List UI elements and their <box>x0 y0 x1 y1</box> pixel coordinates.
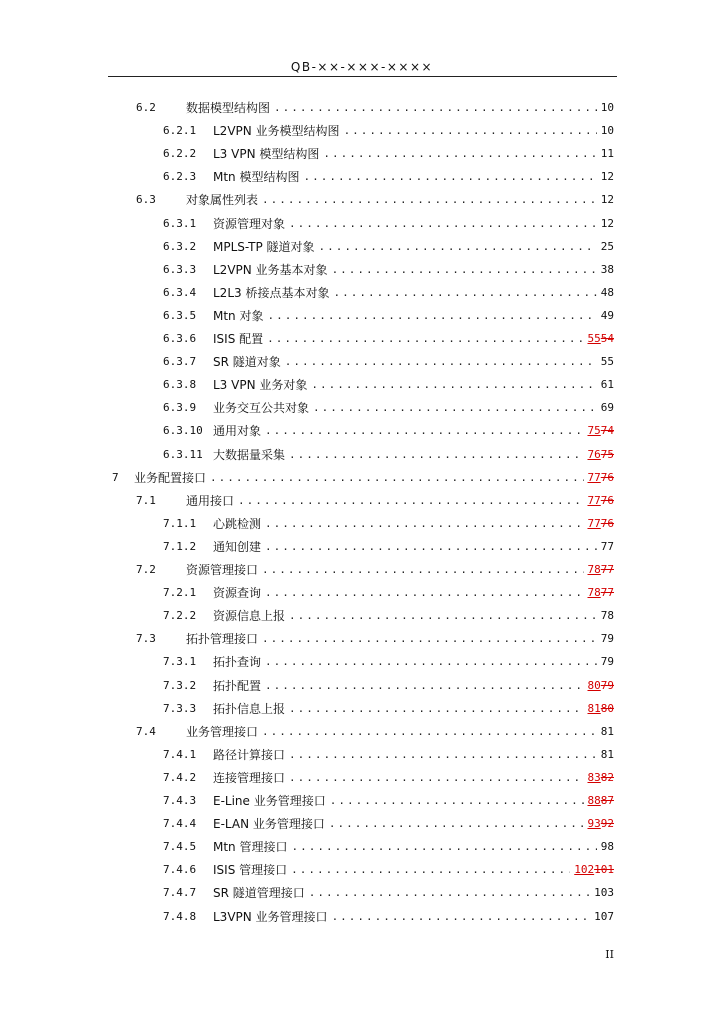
toc-entry-page <box>588 493 615 509</box>
toc-dot-leader <box>291 862 570 878</box>
toc-dot-leader <box>262 631 597 647</box>
toc-dot-leader <box>303 169 596 185</box>
toc-page-inserted: 77 <box>587 493 601 507</box>
toc-entry-number: 6.2.3 <box>163 170 197 184</box>
toc-entry-number: 7.4.2 <box>163 770 197 784</box>
toc-entry[interactable] <box>163 396 614 416</box>
toc-entry-number: 7.2.1 <box>163 586 197 600</box>
toc-entry[interactable] <box>163 142 614 162</box>
toc-entry-page: 10 <box>600 101 614 114</box>
toc-page-inserted: 78 <box>587 563 601 576</box>
toc-entry-number: 7.2 <box>136 563 156 576</box>
toc-page-deleted: 80 <box>600 701 614 715</box>
toc-entry-title: 拓扑信息上报 <box>213 701 286 716</box>
toc-dot-leader <box>289 216 597 232</box>
toc-entry[interactable] <box>136 96 614 116</box>
toc-entry-title: Mtn 管理接口 <box>213 840 288 855</box>
toc-entry-title: 通知创建 <box>213 539 262 554</box>
toc-page-deleted: 54 <box>600 332 614 345</box>
toc-dot-leader <box>333 285 596 301</box>
toc-entry-number: 7.1 <box>136 493 156 507</box>
toc-entry-number: 7.3.2 <box>163 678 197 692</box>
footer-page-number: II <box>605 948 614 961</box>
toc-entry-number: 6.3.8 <box>163 378 197 392</box>
toc-entry-number: 6.3.3 <box>163 262 197 276</box>
toc-page-inserted: 102 <box>574 863 595 877</box>
toc-entry-number: 7.2.2 <box>163 609 197 623</box>
toc-entry-page <box>588 516 615 532</box>
toc-dot-leader <box>332 262 597 278</box>
toc-entry-title: SR 隧道对象 <box>213 355 281 370</box>
toc-entry-page: 81 <box>600 724 614 738</box>
toc-entry[interactable] <box>136 558 614 578</box>
toc-dot-leader <box>265 539 597 555</box>
toc-entry-number: 7.4 <box>136 724 156 738</box>
toc-entry-page <box>588 447 615 463</box>
toc-dot-leader <box>311 377 596 393</box>
toc-entry-number: 6.3.7 <box>163 355 197 369</box>
toc-entry[interactable] <box>163 373 614 393</box>
toc-entry-title: 路径计算接口 <box>213 747 286 762</box>
toc-entry[interactable] <box>163 281 614 301</box>
toc-entry-title: E-LAN 业务管理接口 <box>213 817 325 832</box>
toc-entry-number: 7 <box>112 470 119 484</box>
toc-entry[interactable] <box>163 419 614 439</box>
toc-page-inserted: 76 <box>587 447 601 461</box>
toc-entry-page: 48 <box>600 285 614 299</box>
toc-entry-number: 7.4.4 <box>163 817 197 831</box>
toc-page-deleted: 76 <box>600 470 614 484</box>
toc-entry-title: 资源管理接口 <box>186 563 259 577</box>
toc-page-deleted: 101 <box>594 863 614 877</box>
toc-entry-title: 大数据量采集 <box>213 447 286 462</box>
toc-entry-title: 数据模型结构图 <box>186 101 271 115</box>
toc-entry-number: 6.3.6 <box>163 332 197 345</box>
toc-entry-page <box>588 423 615 439</box>
toc-entry[interactable] <box>163 858 614 878</box>
toc-page-inserted: 77 <box>587 470 601 484</box>
toc-page-deleted: 75 <box>600 447 614 461</box>
toc-entry-title: 资源查询 <box>213 586 262 601</box>
toc-entry-page <box>588 816 615 832</box>
toc-page-inserted: 78 <box>587 586 601 600</box>
toc-page-deleted: 87 <box>600 794 614 807</box>
page-header-title: QB-××-×××-×××× <box>290 60 434 74</box>
toc-dot-leader <box>329 816 584 832</box>
toc-dot-leader <box>210 470 583 486</box>
toc-entry-title: 拓扑查询 <box>213 655 262 670</box>
toc-dot-leader <box>274 100 597 116</box>
toc-entry[interactable] <box>163 812 614 832</box>
toc-dot-leader <box>313 400 597 416</box>
toc-page-deleted: 76 <box>600 516 614 530</box>
toc-entry-page <box>588 562 615 578</box>
toc-entry-number: 7.3 <box>136 632 156 646</box>
toc-entry-page: 55 <box>600 355 614 369</box>
toc-dot-leader <box>265 678 583 694</box>
toc-page-deleted: 77 <box>600 563 614 576</box>
toc-entry-number: 6.2.2 <box>163 147 197 161</box>
toc-entry-title: 拓扑配置 <box>213 678 262 693</box>
toc-entry[interactable] <box>163 165 614 185</box>
toc-dot-leader <box>238 493 583 509</box>
toc-entry-page: 12 <box>600 170 614 184</box>
toc-entry-title: 连接管理接口 <box>213 770 286 785</box>
toc-entry-title: L2VPN 业务基本对象 <box>213 262 328 277</box>
toc-entry-page <box>588 770 615 786</box>
toc-page-inserted: 80 <box>587 678 601 692</box>
toc-entry-number: 7.3.3 <box>163 701 197 715</box>
toc-entry[interactable] <box>163 766 614 786</box>
toc-entry-number: 7.4.3 <box>163 794 197 807</box>
toc-entry-number: 7.3.1 <box>163 655 197 669</box>
toc-entry[interactable] <box>163 650 614 670</box>
toc-page-deleted: 76 <box>600 493 614 507</box>
toc-entry-number: 7.4.8 <box>163 909 197 923</box>
toc-entry[interactable] <box>163 905 614 925</box>
toc-entry-title: L2VPN 业务模型结构图 <box>213 124 340 139</box>
toc-dot-leader <box>262 724 597 740</box>
toc-entry[interactable] <box>163 212 614 232</box>
toc-dot-leader <box>289 608 597 624</box>
toc-page-deleted: 79 <box>600 678 614 692</box>
toc-entry[interactable] <box>163 235 614 255</box>
toc-entry-page: 69 <box>600 401 614 415</box>
toc-entry-title: Mtn 模型结构图 <box>213 170 300 185</box>
toc-entry-number: 6.3.1 <box>163 216 197 230</box>
toc-entry[interactable] <box>136 188 614 208</box>
toc-dot-leader <box>265 654 597 670</box>
toc-page-deleted: 77 <box>600 586 614 600</box>
toc-entry-page <box>588 701 615 717</box>
toc-entry-page: 12 <box>600 193 614 207</box>
toc-entry-page: 38 <box>600 262 614 276</box>
toc-entry-title: L3 VPN 模型结构图 <box>213 147 320 162</box>
toc-entry-page <box>588 793 615 809</box>
toc-entry-page: 10 <box>600 124 614 138</box>
toc-entry-title: 业务交互公共对象 <box>213 401 310 416</box>
toc-entry-title: MPLS-TP 隧道对象 <box>213 239 315 254</box>
toc-entry-title: 通用接口 <box>186 493 235 508</box>
toc-entry-page: 103 <box>594 886 614 900</box>
toc-entry-number: 7.1.1 <box>163 516 197 530</box>
toc-entry-number: 7.4.1 <box>163 747 197 761</box>
toc-dot-leader <box>265 585 583 601</box>
toc-entry[interactable] <box>163 881 614 901</box>
toc-entry-title: 对象属性列表 <box>186 193 259 208</box>
toc-entry-title: L2L3 桥接点基本对象 <box>213 285 330 300</box>
toc-page-deleted: 82 <box>600 770 614 784</box>
toc-dot-leader <box>323 146 596 162</box>
toc-entry[interactable] <box>163 535 614 555</box>
toc-entry[interactable] <box>136 489 614 509</box>
toc-entry-page: 61 <box>600 378 614 392</box>
toc-entry-page <box>588 470 615 486</box>
toc-entry-page: 49 <box>600 308 614 322</box>
toc-entry-number: 7.4.6 <box>163 863 197 877</box>
toc-entry-title: 业务配置接口 <box>134 470 207 485</box>
toc-entry-page: 107 <box>594 909 614 923</box>
toc-entry-number: 6.2.1 <box>163 124 197 138</box>
toc-entry[interactable] <box>163 581 614 601</box>
toc-entry[interactable] <box>163 327 614 347</box>
toc-entry[interactable] <box>163 604 614 624</box>
toc-page-inserted: 81 <box>587 701 601 715</box>
toc-entry-title: ISIS 配置 <box>213 332 264 346</box>
toc-entry-page: 25 <box>600 239 614 253</box>
toc-page-inserted: 75 <box>587 424 601 438</box>
toc-entry-number: 7.1.2 <box>163 539 197 553</box>
toc-entry-page <box>588 585 615 601</box>
toc-page-inserted: 88 <box>587 794 601 807</box>
toc-page-deleted: 92 <box>600 817 614 831</box>
toc-page-inserted: 55 <box>587 332 601 345</box>
toc-entry-page: 79 <box>600 632 614 646</box>
toc-entry-page: 79 <box>600 655 614 669</box>
toc-dot-leader <box>265 516 583 532</box>
toc-page-inserted: 83 <box>587 770 601 784</box>
toc-entry-title: 资源管理对象 <box>213 216 286 231</box>
toc-entry[interactable] <box>163 512 614 532</box>
toc-page-deleted: 74 <box>600 424 614 438</box>
toc-entry[interactable] <box>163 743 614 763</box>
toc-dot-leader <box>309 885 590 901</box>
toc-dot-leader <box>262 562 583 578</box>
toc-entry-title: L3 VPN 业务对象 <box>213 378 308 393</box>
toc-entry[interactable] <box>163 674 614 694</box>
toc-entry-page: 78 <box>600 609 614 623</box>
toc-entry-number: 6.3.10 <box>163 424 203 438</box>
toc-dot-leader <box>319 239 597 255</box>
toc-entry-title: ISIS 管理接口 <box>213 863 288 878</box>
toc-dot-leader <box>262 192 597 208</box>
toc-entry-page: 81 <box>600 747 614 761</box>
toc-dot-leader <box>267 331 583 347</box>
toc-entry[interactable] <box>163 119 614 139</box>
toc-entry-number: 6.3.2 <box>163 239 197 253</box>
toc-entry[interactable] <box>163 350 614 370</box>
toc-dot-leader <box>289 770 583 786</box>
toc-dot-leader <box>285 354 597 370</box>
toc-entry[interactable] <box>163 258 614 278</box>
toc-entry-page <box>574 862 614 878</box>
toc-entry-number: 6.3.4 <box>163 285 197 299</box>
toc-entry[interactable] <box>163 697 614 717</box>
toc-entry-number: 7.4.5 <box>163 840 197 854</box>
toc-dot-leader <box>289 747 597 763</box>
toc-entry-title: SR 隧道管理接口 <box>213 886 305 901</box>
toc-entry-number: 7.4.7 <box>163 886 197 900</box>
toc-entry-number: 6.3.5 <box>163 308 197 322</box>
toc-entry[interactable] <box>136 627 614 647</box>
toc-entry-number: 6.3.9 <box>163 401 197 415</box>
toc-entry-title: Mtn 对象 <box>213 308 264 323</box>
toc-entry[interactable] <box>136 720 614 740</box>
toc-entry-page: 12 <box>600 216 614 230</box>
toc-dot-leader <box>344 123 597 139</box>
toc-entry-number: 6.3.11 <box>163 447 203 461</box>
toc-dot-leader <box>330 793 584 809</box>
toc-dot-leader <box>332 909 591 925</box>
toc-entry[interactable] <box>163 443 614 463</box>
toc-entry-number: 6.2 <box>136 101 156 114</box>
toc-entry[interactable] <box>112 466 614 486</box>
toc-entry-page <box>588 678 615 694</box>
toc-entry-title: 拓扑管理接口 <box>186 632 259 647</box>
toc-dot-leader <box>289 701 583 717</box>
toc-entry-title: 资源信息上报 <box>213 609 286 624</box>
toc-entry-number: 6.3 <box>136 193 156 207</box>
toc-entry-page: 77 <box>600 539 614 553</box>
toc-dot-leader <box>267 308 596 324</box>
toc-entry-title: 业务管理接口 <box>186 724 259 739</box>
toc-entry-title: E-Line 业务管理接口 <box>213 794 326 808</box>
toc-entry-title: L3VPN 业务管理接口 <box>213 909 328 924</box>
toc-dot-leader <box>265 423 583 439</box>
toc-entry[interactable] <box>163 304 614 324</box>
toc-dot-leader <box>291 839 596 855</box>
toc-entry[interactable] <box>163 789 614 809</box>
toc-entry-title: 心跳检测 <box>213 516 262 531</box>
header-rule <box>108 76 617 77</box>
toc-dot-leader <box>289 447 583 463</box>
toc-page-inserted: 77 <box>587 516 601 530</box>
toc-entry[interactable] <box>163 835 614 855</box>
toc-entry-page: 98 <box>600 840 614 854</box>
toc-entry-page: 11 <box>600 147 614 161</box>
toc-entry-page <box>588 331 615 347</box>
toc-page-inserted: 93 <box>587 817 601 831</box>
toc-entry-title: 通用对象 <box>213 424 262 439</box>
